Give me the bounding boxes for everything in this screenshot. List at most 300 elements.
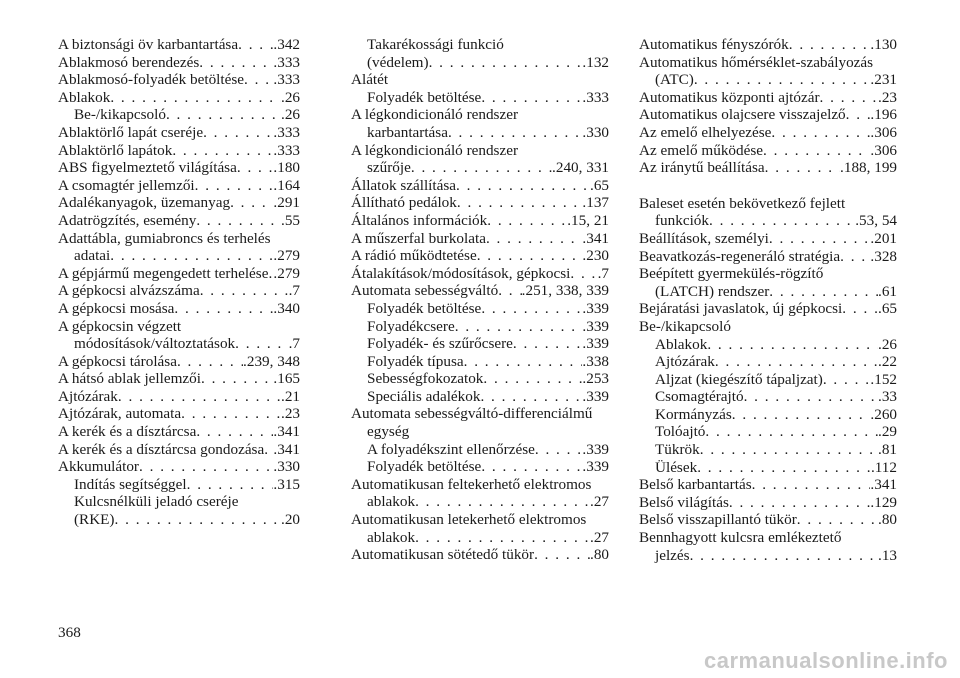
index-entry bbox=[351, 71, 609, 89]
index-entry-text: Ablaktörlő lapátok bbox=[58, 141, 173, 159]
index-entry-page[interactable]: .21 bbox=[281, 387, 300, 405]
index-entry-text: Belső világítás bbox=[639, 493, 729, 511]
dot-leader bbox=[201, 370, 273, 388]
index-entry-text: A rádió működtetése bbox=[351, 247, 477, 265]
dot-leader bbox=[789, 36, 871, 54]
dot-leader bbox=[457, 194, 583, 212]
dot-leader bbox=[513, 335, 583, 353]
index-entry bbox=[639, 476, 897, 494]
index-entry-text: Adattábla, gumiabroncs és terhelés bbox=[58, 229, 271, 247]
index-entry-text: ablakok bbox=[367, 493, 416, 511]
dot-leader bbox=[110, 247, 273, 265]
index-entry-text: A hátsó ablak jellemzői bbox=[58, 370, 201, 388]
index-entry-page[interactable]: .333 bbox=[273, 53, 300, 71]
index-subentry bbox=[351, 441, 609, 459]
index-entry-page[interactable]: .341 bbox=[870, 476, 897, 494]
index-subentry bbox=[639, 212, 897, 230]
index-entry-page[interactable]: .342 bbox=[273, 36, 300, 53]
index-subentry bbox=[639, 336, 897, 354]
index-subentry bbox=[351, 423, 609, 441]
dot-leader bbox=[203, 124, 273, 142]
index-subentry bbox=[351, 54, 609, 72]
index-entry-page[interactable]: .27 bbox=[590, 493, 609, 511]
index-subentry bbox=[58, 335, 300, 353]
index-entry-text: Csomagtérajtó bbox=[655, 388, 744, 406]
dot-leader bbox=[820, 89, 878, 107]
index-entry-page[interactable]: .230 bbox=[582, 247, 609, 265]
dot-leader bbox=[415, 493, 590, 511]
index-entry bbox=[351, 247, 609, 265]
index-subentry bbox=[639, 353, 897, 371]
index-subentry bbox=[639, 283, 897, 301]
index-entry-page[interactable]: .130 bbox=[870, 36, 897, 53]
index-entry bbox=[639, 124, 897, 142]
index-entry-page[interactable]: .20 bbox=[281, 511, 300, 529]
dot-leader bbox=[456, 177, 590, 195]
dot-leader bbox=[481, 458, 582, 476]
index-entry-page[interactable]: .152 bbox=[870, 370, 897, 388]
index-entry-page[interactable]: .29 bbox=[878, 423, 897, 441]
index-subentry bbox=[351, 335, 609, 353]
index-entry-page[interactable]: .13 bbox=[878, 546, 897, 564]
index-entry-text: Az emelő működése bbox=[639, 141, 763, 159]
index-subentry bbox=[58, 106, 300, 124]
dot-leader bbox=[765, 159, 840, 177]
dot-leader bbox=[732, 406, 871, 424]
index-entry bbox=[351, 265, 609, 283]
index-entry-text: Az iránytű beállítása bbox=[639, 159, 765, 177]
index-entry-text: jelzés bbox=[655, 546, 690, 564]
index-entry-page[interactable]: .339 bbox=[582, 299, 609, 317]
dot-leader bbox=[415, 529, 590, 547]
dot-leader bbox=[763, 142, 870, 160]
index-entry-text: Beépített gyermekülés-rögzítő bbox=[639, 265, 824, 283]
index-column-3 bbox=[639, 36, 897, 564]
index-subentry bbox=[639, 71, 897, 89]
index-entry-page[interactable]: .240, 331 bbox=[552, 159, 609, 177]
dot-leader bbox=[846, 106, 871, 124]
watermark: carmanualsonline.info bbox=[704, 648, 948, 673]
dot-leader bbox=[172, 142, 273, 160]
index-subentry bbox=[639, 547, 897, 565]
index-entry-text: Baleset esetén bekövetkező fejlett bbox=[639, 194, 846, 212]
dot-leader bbox=[769, 283, 878, 301]
index-entry bbox=[639, 300, 897, 318]
index-subentry bbox=[58, 476, 300, 494]
index-entry bbox=[351, 194, 609, 212]
index-subentry bbox=[351, 36, 609, 54]
index-subentry bbox=[58, 247, 300, 265]
index-entry-text: A légkondicionáló rendszer bbox=[351, 106, 519, 124]
index-entry-page[interactable]: .65 bbox=[878, 300, 897, 318]
index-entry bbox=[58, 370, 300, 388]
index-entry-page[interactable]: .251, 338, 339 bbox=[521, 282, 609, 300]
index-entry bbox=[58, 124, 300, 142]
index-entry bbox=[639, 265, 897, 283]
index-entry-page[interactable]: .339 bbox=[582, 440, 609, 458]
index-entry-text: Folyadék betöltése bbox=[367, 299, 482, 317]
dot-leader bbox=[842, 300, 878, 318]
index-entry bbox=[639, 529, 897, 547]
index-entry-text: A gépkocsi alvázszáma bbox=[58, 282, 200, 300]
index-subentry bbox=[351, 353, 609, 371]
index-entry-text: A gépkocsi mosása bbox=[58, 299, 175, 317]
dot-leader bbox=[797, 511, 878, 529]
index-entry-page[interactable]: .165 bbox=[273, 370, 300, 388]
index-entry bbox=[351, 177, 609, 195]
index-entry bbox=[639, 494, 897, 512]
dot-leader bbox=[690, 547, 878, 565]
index-entry-page[interactable]: .339 bbox=[582, 387, 609, 405]
index-entry-text: Állatok szállítása bbox=[351, 176, 457, 194]
dot-leader bbox=[238, 36, 273, 54]
dot-leader bbox=[174, 300, 273, 318]
index-entry bbox=[639, 195, 897, 213]
index-entry-page[interactable]: .7 bbox=[288, 335, 300, 353]
index-entry-page[interactable]: .333 bbox=[273, 71, 300, 89]
index-entry-text: Automata sebességváltó-differenciálmű bbox=[351, 405, 593, 423]
index-entry-text: Automata sebességváltó bbox=[351, 282, 499, 300]
dot-leader bbox=[694, 71, 871, 89]
dot-leader bbox=[486, 230, 582, 248]
index-entry-text: Folyadék betöltése bbox=[367, 88, 482, 106]
index-entry-page[interactable]: .7 bbox=[288, 282, 300, 300]
index-entry-text: A légkondicionáló rendszer bbox=[351, 141, 519, 159]
index-entry-text: (védelem) bbox=[367, 53, 429, 71]
dot-leader bbox=[771, 124, 870, 142]
index-entry-page[interactable]: .333 bbox=[273, 123, 300, 141]
index-entry bbox=[58, 282, 300, 300]
index-entry-page[interactable]: .306 bbox=[870, 141, 897, 159]
index-entry-text: Átalakítások/módosítások, gépkocsi bbox=[351, 264, 571, 282]
dot-leader bbox=[483, 370, 582, 388]
dot-leader bbox=[237, 159, 274, 177]
index-entry-text: Tolóajtó bbox=[655, 423, 706, 441]
index-entry-page[interactable]: .328 bbox=[870, 247, 897, 265]
index-entry-page[interactable]: .15, 21 bbox=[567, 211, 609, 229]
index-entry bbox=[639, 89, 897, 107]
index-entry-text: Ajtózárak, automata bbox=[58, 405, 182, 423]
index-entry-page[interactable]: .27 bbox=[590, 528, 609, 546]
index-entry bbox=[58, 441, 300, 459]
index-entry-page[interactable]: .201 bbox=[870, 229, 897, 247]
index-entry-text: módosítások/változtatások bbox=[74, 335, 236, 353]
index-entry-page[interactable]: .188, 199 bbox=[840, 159, 897, 177]
index-entry-page[interactable]: .196 bbox=[870, 106, 897, 124]
index-entry-text: Bejáratási javaslatok, új gépkocsi bbox=[639, 300, 843, 318]
index-entry bbox=[639, 54, 897, 72]
index-entry bbox=[351, 405, 609, 423]
index-subentry bbox=[351, 529, 609, 547]
index-entry-text: ablakok bbox=[367, 528, 416, 546]
dot-leader bbox=[480, 388, 582, 406]
index-entry bbox=[58, 405, 300, 423]
dot-leader bbox=[264, 441, 273, 459]
index-entry-page[interactable]: .26 bbox=[281, 106, 300, 124]
index-entry-page[interactable]: .61 bbox=[878, 282, 897, 300]
dot-leader bbox=[481, 300, 582, 318]
dot-leader bbox=[195, 177, 274, 195]
index-entry bbox=[58, 265, 300, 283]
index-entry bbox=[58, 36, 300, 54]
index-entry-page[interactable]: .341 bbox=[273, 440, 300, 458]
dot-leader bbox=[196, 212, 281, 230]
index-entry-page[interactable]: .80 bbox=[590, 546, 609, 564]
index-entry-text: Be-/kikapcsoló bbox=[74, 106, 166, 124]
dot-leader bbox=[729, 494, 871, 512]
dot-leader bbox=[199, 54, 273, 72]
index-entry bbox=[58, 54, 300, 72]
index-entry-text: Kulcsnélküli jeladó cseréje bbox=[74, 493, 239, 511]
index-entry bbox=[351, 282, 609, 300]
index-entry-text: Tükrök bbox=[655, 441, 700, 459]
index-entry-text: A folyadékszint ellenőrzése bbox=[367, 440, 535, 458]
index-subentry bbox=[58, 493, 300, 511]
index-entry-page[interactable]: .338 bbox=[582, 352, 609, 370]
index-entry-page[interactable]: .26 bbox=[281, 88, 300, 106]
dot-leader bbox=[570, 265, 597, 283]
dot-leader bbox=[181, 405, 281, 423]
index-entry-page[interactable]: .260 bbox=[870, 405, 897, 423]
index-entry-page[interactable]: .23 bbox=[878, 88, 897, 106]
dot-leader bbox=[752, 476, 871, 494]
index-entry-text: Speciális adalékok bbox=[367, 387, 481, 405]
index-entry bbox=[58, 142, 300, 160]
index-entry-text: Automatikus hőmérséklet-szabályozás bbox=[639, 53, 874, 71]
index-entry bbox=[58, 318, 300, 336]
index-entry bbox=[58, 71, 300, 89]
index-entry-text: Akkumulátor bbox=[58, 458, 139, 476]
index-entry-page[interactable]: .291 bbox=[273, 194, 300, 212]
index-entry-page[interactable]: .315 bbox=[273, 475, 300, 493]
index-entry-page[interactable]: .26 bbox=[878, 335, 897, 353]
index-entry-page[interactable]: .339 bbox=[582, 335, 609, 353]
index-entry-text: A gépjármű megengedett terhelése bbox=[58, 264, 269, 282]
index-entry-text: Be-/kikapcsoló bbox=[639, 317, 731, 335]
index-subentry bbox=[351, 370, 609, 388]
index-entry-text: A kerék és a dísztárcsa gondozása bbox=[58, 440, 265, 458]
index-subentry bbox=[351, 159, 609, 177]
index-entry-text: Folyadék- és szűrőcsere bbox=[367, 335, 513, 353]
index-entry bbox=[351, 106, 609, 124]
index-entry-text: A kerék és a dísztárcsa bbox=[58, 423, 197, 441]
index-entry-page[interactable]: .112 bbox=[870, 458, 897, 476]
index-entry-text: Kormányzás bbox=[655, 405, 732, 423]
index-entry bbox=[351, 142, 609, 160]
index-entry-text: (LATCH) rendszer bbox=[655, 282, 770, 300]
index-entry-page[interactable]: .330 bbox=[273, 458, 300, 476]
dot-leader bbox=[235, 335, 288, 353]
dot-leader bbox=[709, 212, 855, 230]
index-entry-text: A gépkocsi tárolása bbox=[58, 352, 177, 370]
index-entry bbox=[58, 230, 300, 248]
index-entry-text: Adatrögzítés, esemény bbox=[58, 211, 197, 229]
index-entry-page[interactable]: .55 bbox=[281, 211, 300, 229]
index-entry-text: Takarékossági funkció bbox=[367, 36, 504, 53]
dot-leader bbox=[448, 124, 582, 142]
index-entry bbox=[58, 212, 300, 230]
dot-leader bbox=[196, 423, 273, 441]
index-entry-text: egység bbox=[367, 423, 410, 441]
index-entry-text: Automatikusan sötétedő tükör bbox=[351, 546, 535, 564]
dot-leader bbox=[840, 248, 870, 266]
index-entry-page[interactable]: .23 bbox=[281, 405, 300, 423]
index-entry bbox=[58, 458, 300, 476]
index-entry bbox=[58, 194, 300, 212]
page-number: 368 bbox=[58, 624, 81, 641]
index-entry-text: A műszerfal burkolata bbox=[351, 229, 486, 247]
index-entry-text: Állítható pedálok bbox=[351, 194, 457, 212]
index-entry-page[interactable]: .80 bbox=[878, 511, 897, 529]
index-entry-page[interactable]: .279 bbox=[273, 247, 300, 265]
dot-leader bbox=[187, 476, 274, 494]
index-subentry bbox=[351, 124, 609, 142]
dot-leader bbox=[769, 230, 871, 248]
index-entry-text: Ablakmosó-folyadék betöltése bbox=[58, 71, 244, 89]
index-entry bbox=[639, 142, 897, 160]
index-entry-text: Beavatkozás-regeneráló stratégia bbox=[639, 247, 841, 265]
dot-leader bbox=[535, 441, 583, 459]
index-entry bbox=[58, 388, 300, 406]
index-entry-text: Folyadék típusa bbox=[367, 352, 464, 370]
index-subentry bbox=[639, 423, 897, 441]
index-entry-page[interactable]: .33 bbox=[878, 388, 897, 406]
index-entry-page[interactable]: .330 bbox=[582, 123, 609, 141]
index-entry-page[interactable]: .340 bbox=[273, 299, 300, 317]
index-entry-page[interactable]: .53, 54 bbox=[855, 212, 897, 230]
index-entry-page[interactable]: .65 bbox=[590, 176, 609, 194]
index-subentry bbox=[639, 406, 897, 424]
index-entry-page[interactable]: .164 bbox=[273, 176, 300, 194]
index-entry-text: karbantartása bbox=[367, 123, 448, 141]
index-column-1 bbox=[58, 36, 300, 529]
index-entry-text: adatai bbox=[74, 247, 111, 265]
index-entry-text: Sebességfokozatok bbox=[367, 370, 484, 388]
index-subentry bbox=[351, 89, 609, 107]
dot-leader bbox=[118, 388, 281, 406]
index-entry-text: Ablakok bbox=[58, 88, 111, 106]
index-entry bbox=[351, 511, 609, 529]
dot-leader bbox=[481, 89, 582, 107]
index-entry-text: A csomagtér jellemzői bbox=[58, 176, 195, 194]
index-entry-text: Belső visszapillantó tükör bbox=[639, 511, 797, 529]
index-entry-text: Alátét bbox=[351, 71, 389, 89]
index-entry-page[interactable]: .22 bbox=[878, 353, 897, 371]
index-entry bbox=[351, 476, 609, 494]
index-entry-page[interactable]: .231 bbox=[870, 71, 897, 89]
index-subentry bbox=[639, 459, 897, 477]
index-entry-text: Ajtózárak bbox=[58, 387, 118, 405]
index-entry-page[interactable]: .306 bbox=[870, 123, 897, 141]
index-entry-text: funkciók bbox=[655, 212, 709, 230]
index-entry-text: Beállítások, személyi bbox=[639, 229, 769, 247]
index-entry bbox=[639, 248, 897, 266]
dot-leader bbox=[464, 353, 583, 371]
index-column-2 bbox=[351, 36, 609, 564]
index-subentry bbox=[351, 458, 609, 476]
index-entry-page[interactable]: .137 bbox=[582, 194, 609, 212]
index-entry bbox=[351, 212, 609, 230]
dot-leader bbox=[498, 282, 521, 300]
dot-leader bbox=[429, 54, 583, 72]
dot-leader bbox=[166, 106, 281, 124]
index-entry bbox=[639, 511, 897, 529]
index-entry-text: Belső karbantartás bbox=[639, 476, 752, 494]
dot-leader bbox=[477, 247, 583, 265]
index-entry bbox=[639, 36, 897, 54]
dot-leader bbox=[230, 194, 273, 212]
index-entry-page[interactable]: .129 bbox=[870, 493, 897, 511]
index-entry-page[interactable]: .333 bbox=[582, 88, 609, 106]
index-entry-page[interactable]: .279 bbox=[273, 264, 300, 282]
index-entry-page[interactable]: .341 bbox=[582, 229, 609, 247]
index-entry-text: Automatikus olajcsere visszajelző bbox=[639, 106, 846, 124]
index-entry-page[interactable]: .339 bbox=[582, 317, 609, 335]
index-entry-text: Automatikusan letekerhető elektromos bbox=[351, 511, 587, 529]
dot-leader bbox=[139, 458, 273, 476]
index-entry-text: Automatikus fényszórók bbox=[639, 36, 789, 53]
index-entry-text: Bennhagyott kulcsra emlékeztető bbox=[639, 529, 842, 547]
dot-leader bbox=[700, 441, 878, 459]
index-entry-page[interactable]: .333 bbox=[273, 141, 300, 159]
index-entry-text: Automatikusan feltekerhető elektromos bbox=[351, 475, 592, 493]
index-subentry bbox=[351, 388, 609, 406]
index-entry-text: Indítás segítséggel bbox=[74, 475, 187, 493]
index-entry-page[interactable]: .253 bbox=[582, 370, 609, 388]
index-entry-page[interactable]: .81 bbox=[878, 441, 897, 459]
index-entry-page[interactable]: .339 bbox=[582, 458, 609, 476]
index-entry-text: (ATC) bbox=[655, 71, 694, 89]
index-entry-page[interactable]: .239, 348 bbox=[243, 352, 300, 370]
dot-leader bbox=[707, 336, 878, 354]
index-entry bbox=[639, 106, 897, 124]
index-entry-text: Automatikus központi ajtózár bbox=[639, 88, 820, 106]
index-entry-text: Folyadék betöltése bbox=[367, 458, 482, 476]
index-entry bbox=[58, 353, 300, 371]
index-entry bbox=[58, 159, 300, 177]
index-entry bbox=[639, 159, 897, 177]
dot-leader bbox=[697, 459, 871, 477]
dot-leader bbox=[705, 423, 878, 441]
index-subentry bbox=[639, 388, 897, 406]
dot-leader bbox=[411, 159, 552, 177]
index-entry-page[interactable]: .7 bbox=[597, 264, 609, 282]
dot-leader bbox=[715, 353, 878, 371]
index-entry-text: Adalékanyagok, üzemanyag bbox=[58, 194, 231, 212]
index-entry-text: (RKE) bbox=[74, 511, 115, 529]
index-entry-text: Folyadékcsere bbox=[367, 317, 455, 335]
index-entry-page[interactable]: .132 bbox=[582, 53, 609, 71]
index-entry-text: Ülések bbox=[655, 458, 698, 476]
index-entry-text: Ablakmosó berendezés bbox=[58, 53, 200, 71]
index-entry bbox=[351, 546, 609, 564]
dot-leader bbox=[200, 282, 289, 300]
index-subentry bbox=[351, 300, 609, 318]
dot-leader bbox=[455, 318, 583, 336]
index-entry bbox=[58, 300, 300, 318]
dot-leader bbox=[244, 71, 273, 89]
dot-leader bbox=[534, 546, 590, 564]
index-subentry bbox=[639, 441, 897, 459]
index-entry-text: ABS figyelmeztető világítása bbox=[58, 159, 237, 177]
dot-leader bbox=[487, 212, 567, 230]
index-entry bbox=[58, 177, 300, 195]
index-entry bbox=[639, 230, 897, 248]
dot-leader bbox=[110, 89, 281, 107]
index-subentry bbox=[58, 511, 300, 529]
index-entry-page[interactable]: .180 bbox=[273, 159, 300, 177]
index-entry-page[interactable]: .341 bbox=[273, 423, 300, 441]
